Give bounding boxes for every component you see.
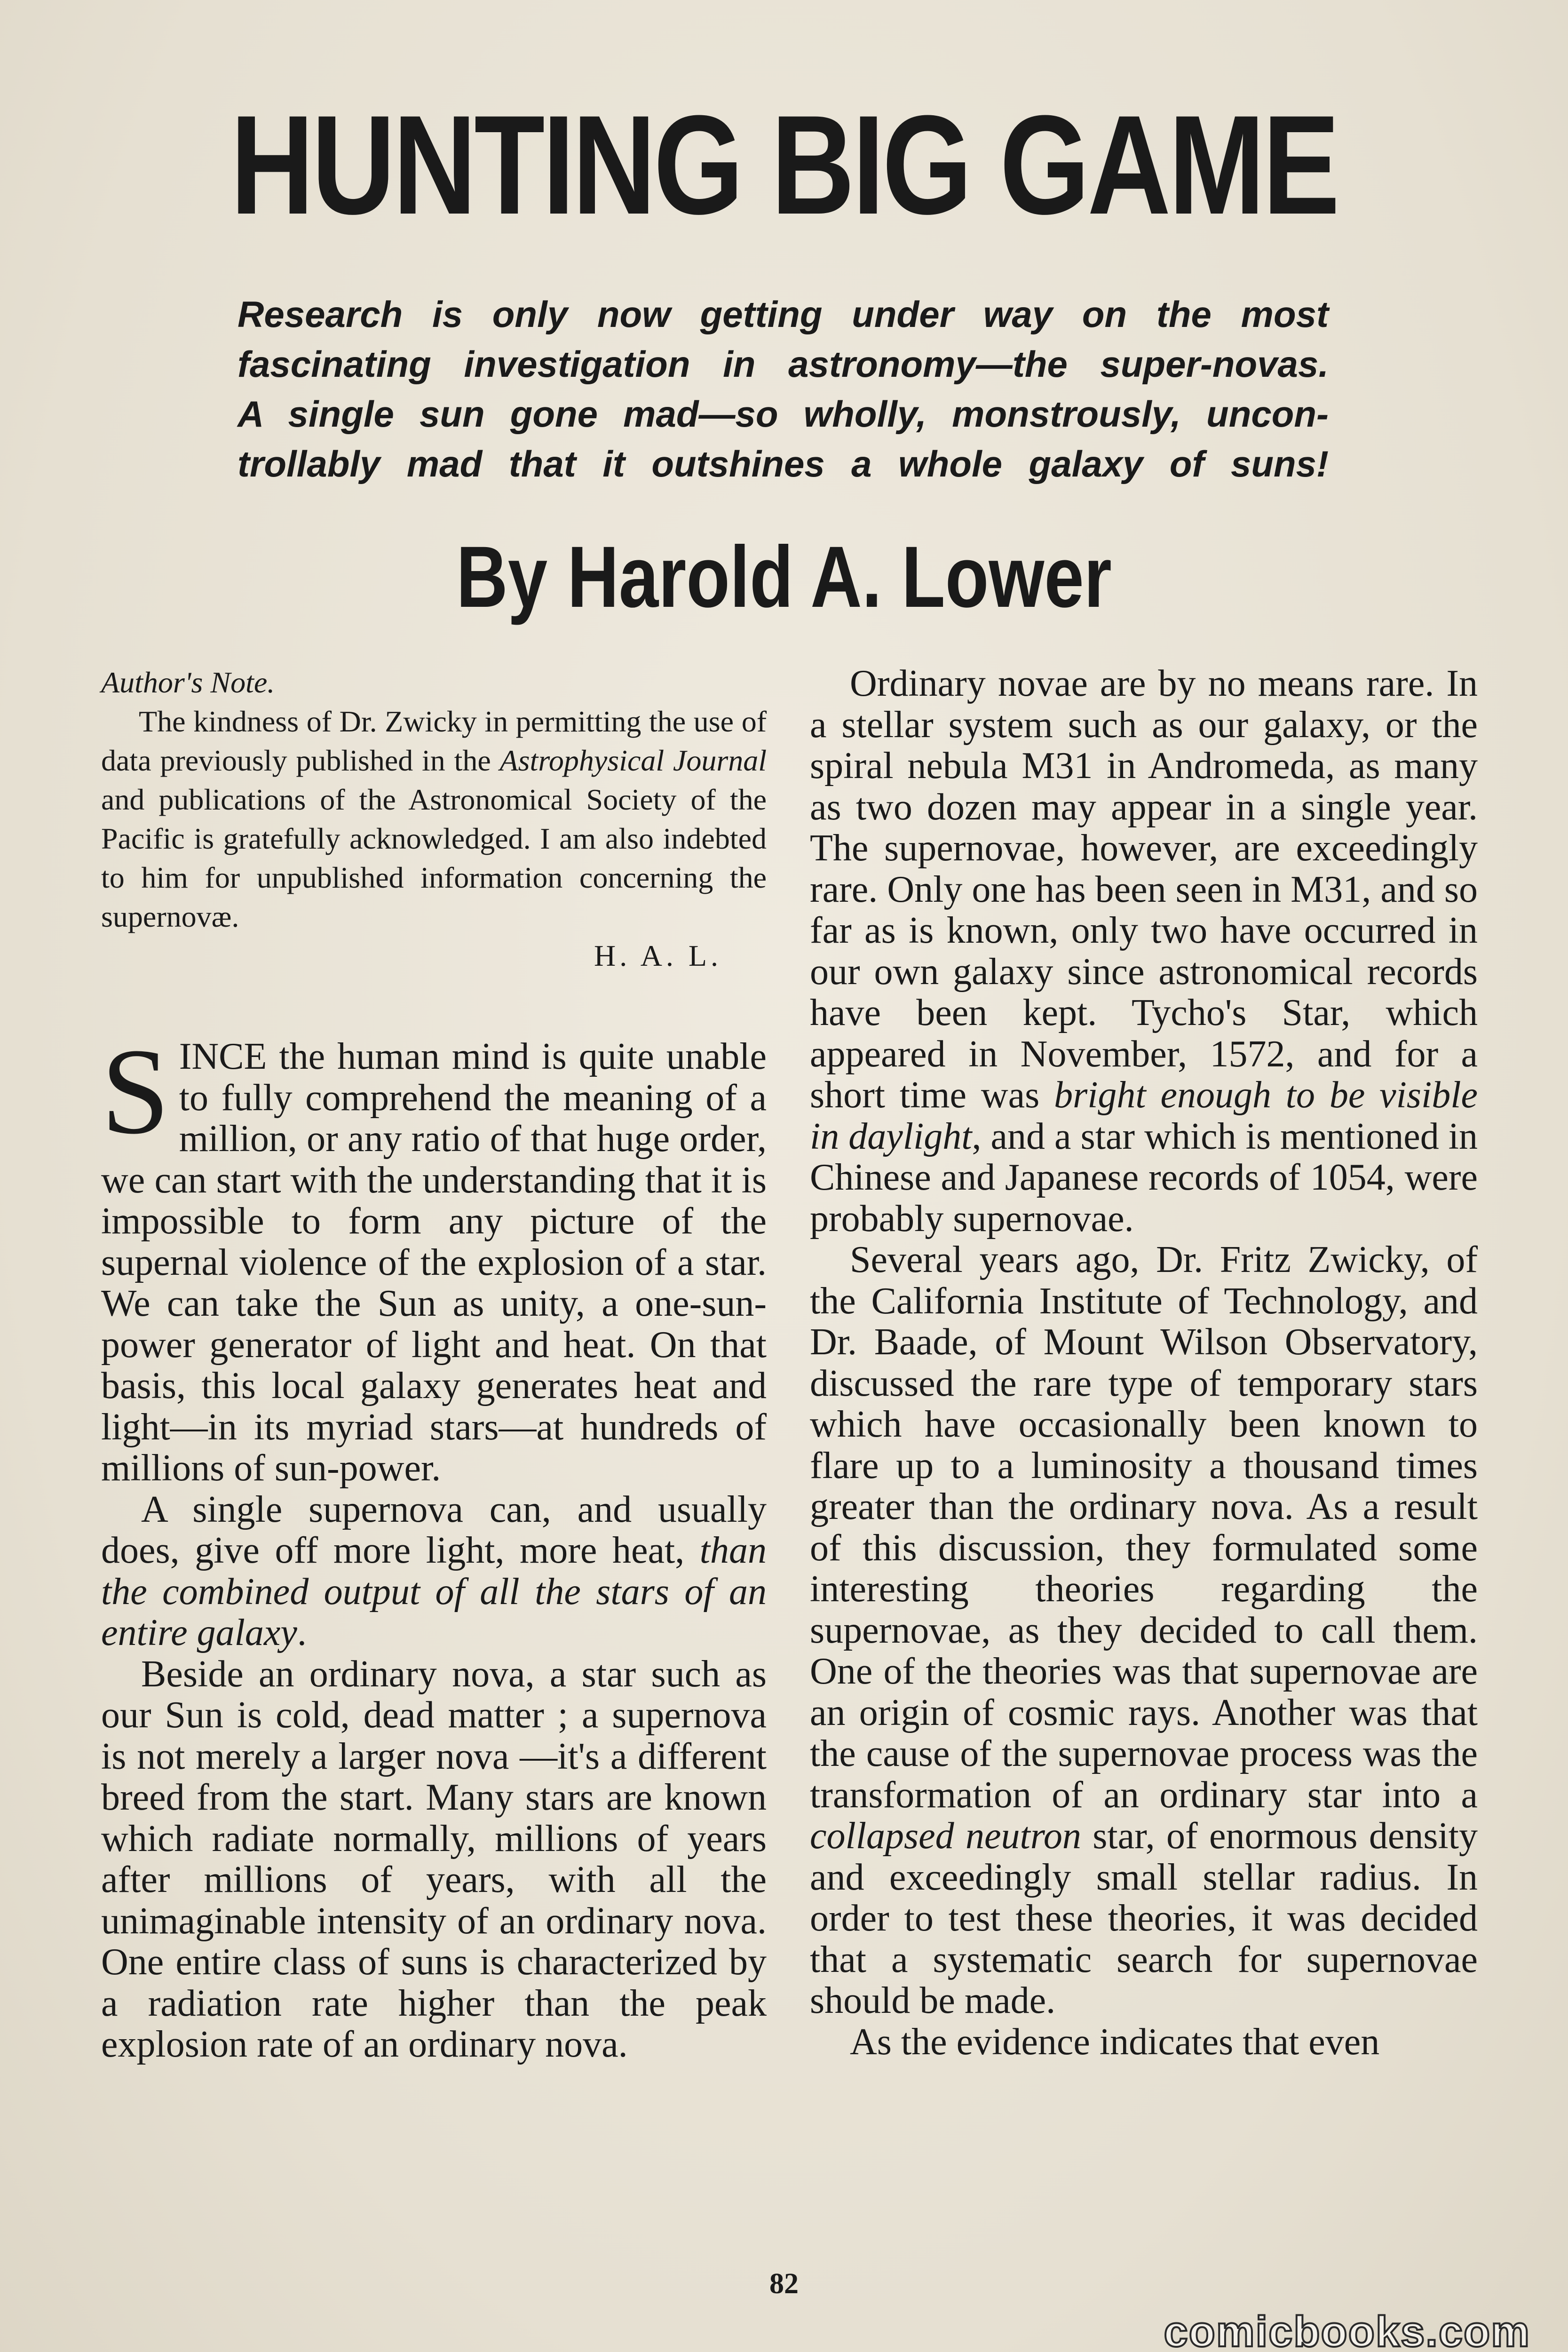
paragraph-text: star, of enormous density and exceedingly small stellar radius. In order to test these theories, it was decided that a systematic search for supernovae should be made.: [810, 1815, 1478, 2021]
paragraph-text: , and a star which is mentioned in Chinese and Japanese records of 1054, were probably supernovae.: [810, 1115, 1478, 1240]
left-column: [101, 663, 767, 2066]
drop-cap: S: [101, 1023, 170, 1160]
paragraph: [101, 1489, 767, 1654]
authors-note-text: The kindness of Dr. Zwicky in permitting the use of data previously published in the: [101, 705, 767, 777]
authors-note-heading: Author's Note.: [101, 666, 275, 699]
paragraph-text: A single supernova can, and usually does, give off more light, more heat,: [101, 1488, 767, 1571]
authors-note-body: [101, 702, 767, 936]
paragraph-text: Several years ago, Dr. Fritz Zwicky, of the California Institute of Technology, and Dr. Baade, of Mount Wilson Observatory, discussed the rare type of temporary stars which have occasionally been known to flare up to a luminosity a thousand times greater than the ordinary nova. As a result of this discussion, they formulated some interesting theories regarding the supernovae, as they decided to call them. One of the theories was that supernovae are an origin of cosmic rays. Another was that the cause of the supernovae process was the transformation of an ordinary star into a: [810, 1239, 1478, 1816]
watermark: comicbooks.com: [1164, 2308, 1530, 2352]
dek-line: fascinating investigation in astronomy—the super-novas.: [238, 343, 1329, 385]
article-title: HUNTING BIG GAME: [230, 86, 1338, 244]
journal-name: Astrophysical Journal: [499, 744, 767, 777]
authors-note-text: and publications of the Astronomical Society of the Pacific is gratefully acknowledged. I am also indebted to him for unpublished information concerning the supernovæ.: [101, 783, 767, 933]
page-number: 82: [769, 2268, 799, 2300]
emphasized-text: bright enough to be visible in daylight: [810, 1074, 1478, 1157]
paragraph: Beside an ordinary nova, a star such as our Sun is cold, dead matter ; a supernova is not merely a larger nova —it's a different breed from the start. Many stars are known which radiate normally, millions of years after millions of years, with all the unimaginable intensity of an ordinary nova. One entire class of suns is characterized by a radiation rate higher than the peak explosion rate of an ordinary nova.: [101, 1653, 767, 2065]
article-dek: [238, 289, 1329, 489]
authors-note-signature: H. A. L.: [594, 939, 722, 972]
emphasized-text: than the combined output of all the stars of an entire galaxy: [101, 1530, 767, 1653]
author-byline: By Harold A. Lower: [456, 529, 1112, 626]
paragraph: [810, 1240, 1478, 2022]
paragraph: As the evidence indicates that even: [850, 2021, 1380, 2063]
paragraph-text: Ordinary novae are by no means rare. In a stellar system such as our galaxy, or the spiral nebula M31 in Andromeda, as many as two dozen may appear in a single year. The supernovae, however, are exceedingly rare. Only one has been seen in M31, and so far as is known, only two have occurred in our own galaxy since astronomical records have been kept. Tycho's Star, which appeared in November, 1572, and for a short time was: [810, 663, 1478, 1116]
emphasized-text: collapsed neutron: [810, 1815, 1081, 1857]
paragraph-text: INCE the human mind is quite unable to fully comprehend the meaning of a million, or any ratio of that huge order, we can start with the understanding that it is impossible to form any picture of the supernal violence of the explosion of a star. We can take the Sun as unity, a one-sun-power generator of light and heat. On that basis, this local galaxy generates heat and light—in its myriad stars—at hundreds of millions of sun-power.: [101, 1036, 767, 1489]
dek-line: trollably mad that it outshines a whole galaxy of suns!: [238, 443, 1329, 485]
paragraph: [810, 663, 1478, 1240]
right-column: [810, 663, 1478, 2063]
dek-line: A single sun gone mad—so wholly, monstrously, uncon-: [238, 393, 1329, 435]
opening-paragraph: [101, 1023, 767, 1489]
dek-line: Research is only now getting under way on the most: [238, 294, 1329, 335]
paragraph-text: .: [297, 1612, 307, 1653]
